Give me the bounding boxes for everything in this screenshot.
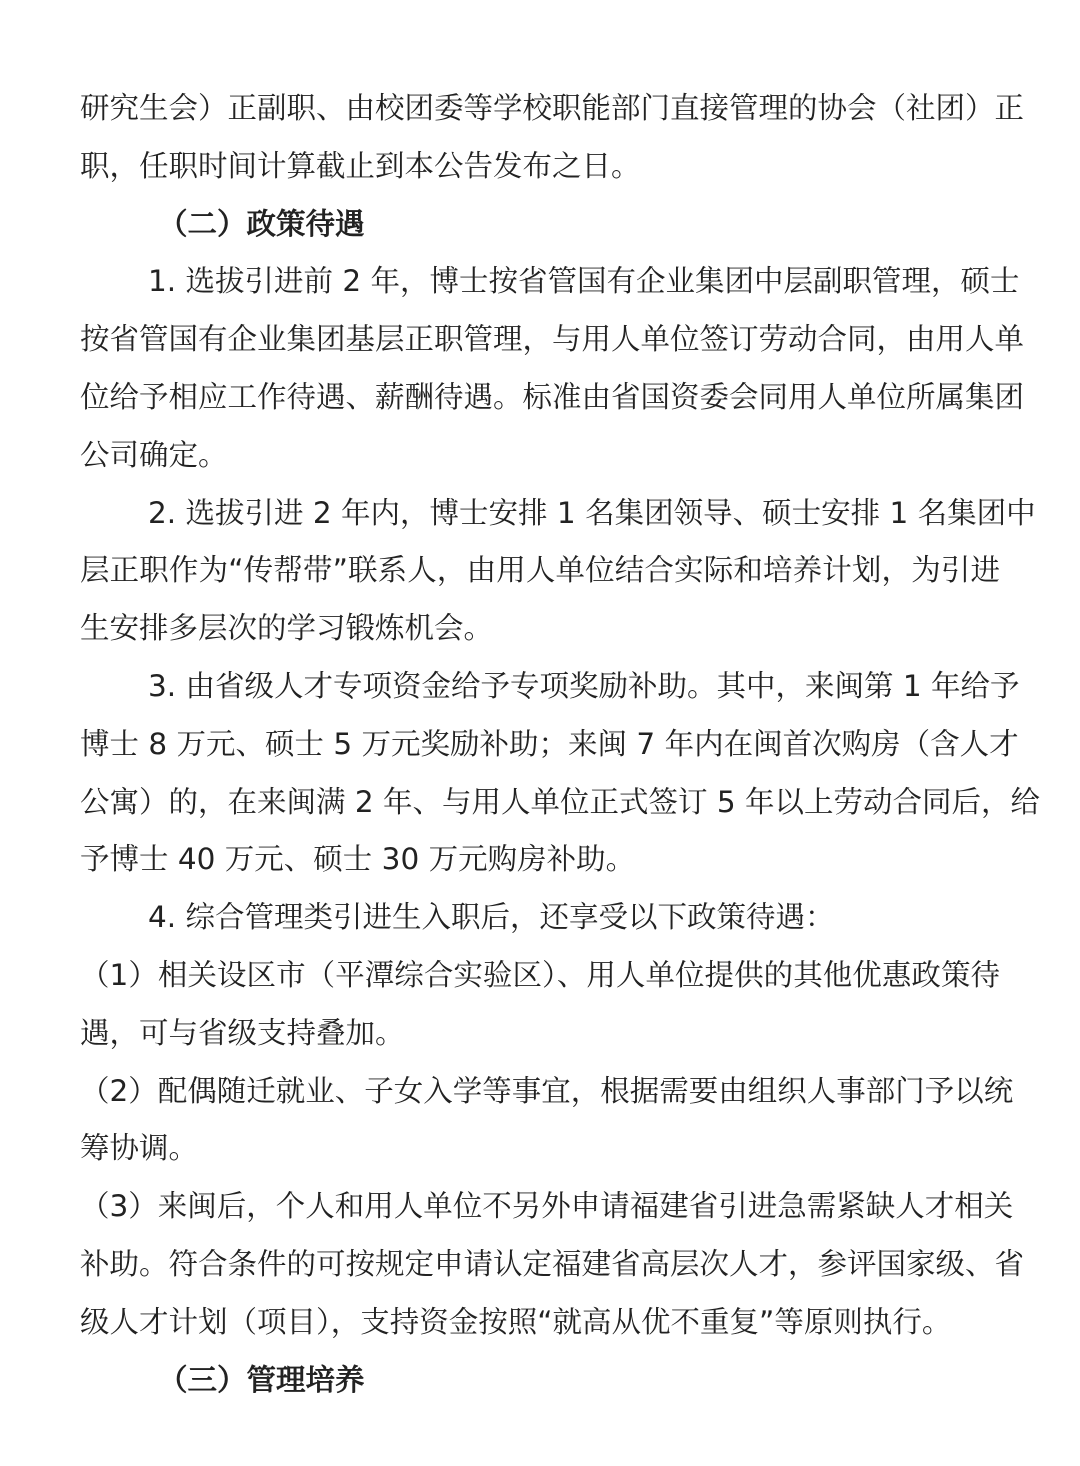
text-line: 生安排多层次的学习锻炼机会。: [80, 611, 494, 646]
text-line: 3. 由省级人才专项资金给予专项奖励补助。其中，来闽第 1 年给予: [148, 668, 1020, 703]
text-line: 2. 选拔引进 2 年内，博士安排 1 名集团领导、硕士安排 1 名集团中: [148, 495, 1036, 530]
document-page: [80, 80, 1041, 1409]
text-line: 位给予相应工作待遇、薪酬待遇。标准由省国资委会同用人单位所属集团: [80, 379, 1025, 414]
text-line: （2）配偶随迁就业、子女入学等事宜，根据需要由组织人事部门予以统: [80, 1073, 1014, 1108]
text-line: 层正职作为“传帮带”联系人，由用人单位结合实际和培养计划，为引进: [80, 553, 1000, 588]
text-line: （1）相关设区市（平潭综合实验区）、用人单位提供的其他优惠政策待: [80, 957, 1000, 992]
text-line: （3）来闽后，个人和用人单位不另外申请福建省引进急需紧缺人才相关: [80, 1189, 1014, 1224]
text-line: 研究生会）正副职、由校团委等学校职能部门直接管理的协会（社团）正: [80, 91, 1025, 125]
text-line: 4. 综合管理类引进生入职后，还享受以下政策待遇：: [148, 900, 835, 935]
text-line: 博士 8 万元、硕士 5 万元奖励补助；来闽 7 年内在闽首次购房（含人才: [80, 726, 1019, 761]
text-line: 按省管国有企业集团基层正职管理，与用人单位签订劳动合同，由用人单: [80, 322, 1025, 357]
section-heading-policy: （二）政策待遇: [158, 206, 365, 241]
text-line: 予博士 40 万元、硕士 30 万元购房补助。: [80, 842, 636, 877]
text-line: 补助。符合条件的可按规定申请认定福建省高层次人才，参评国家级、省: [80, 1246, 1025, 1281]
text-line: 级人才计划（项目），支持资金按照“就高从优不重复”等原则执行。: [80, 1304, 952, 1339]
text-line: 遇，可与省级支持叠加。: [80, 1015, 405, 1050]
text-line: 职，任职时间计算截止到本公告发布之日。: [80, 148, 641, 183]
section-heading-management: （三）管理培养: [158, 1362, 365, 1397]
text-line: 公寓）的，在来闽满 2 年、与用人单位正式签订 5 年以上劳动合同后，给: [80, 784, 1041, 819]
text-line: 筹协调。: [80, 1131, 199, 1166]
text-line: 公司确定。: [80, 437, 228, 472]
text-line: 1. 选拔引进前 2 年，博士按省管国有企业集团中层副职管理，硕士: [148, 264, 1020, 299]
